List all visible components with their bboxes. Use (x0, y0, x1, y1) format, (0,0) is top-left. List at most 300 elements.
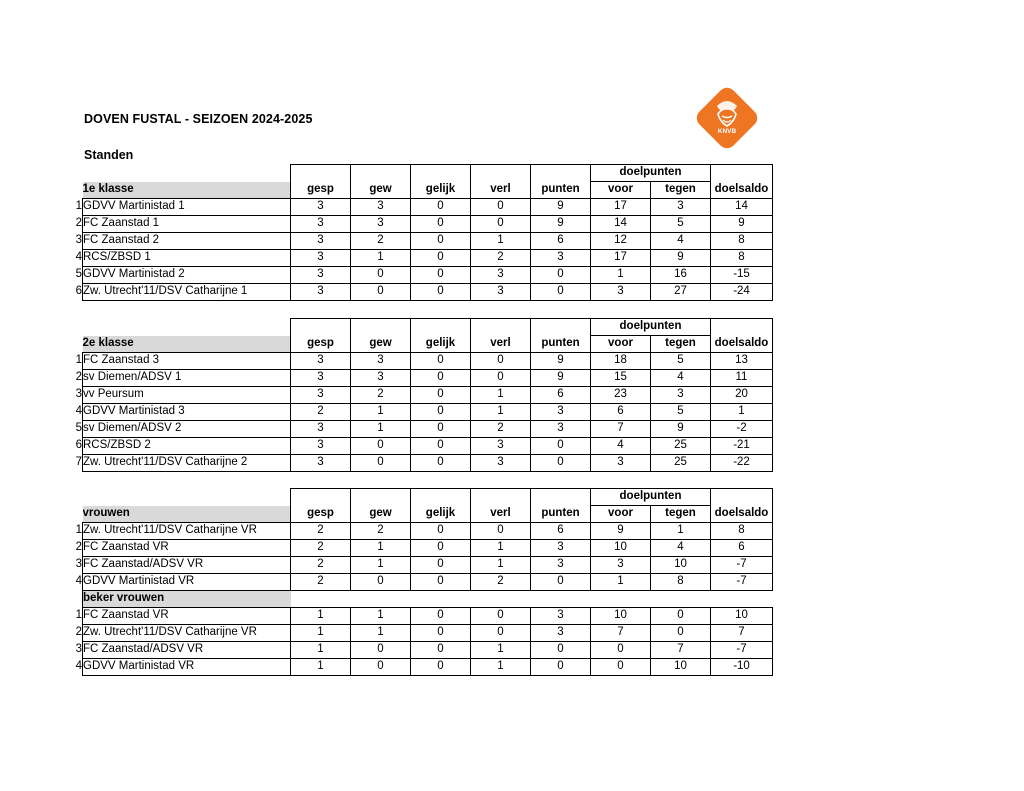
gelijk-cell: 0 (411, 540, 471, 557)
voor-cell: 17 (591, 250, 651, 267)
gew-cell: 1 (351, 404, 411, 421)
team-name-cell: GDVV Martinistad 3 (83, 404, 291, 421)
saldo-cell: 6 (711, 540, 773, 557)
column-header-row (70, 506, 773, 523)
punten-cell: 6 (531, 523, 591, 540)
team-name-cell: FC Zaanstad 3 (83, 353, 291, 370)
tegen-cell: 8 (651, 574, 711, 591)
gew-cell: 0 (351, 642, 411, 659)
table-row (70, 574, 773, 591)
class-label: 1e klasse (83, 182, 291, 199)
group-header-row (70, 165, 773, 182)
empty-header-cell (711, 489, 773, 506)
punten-cell: 3 (531, 625, 591, 642)
team-name-cell: RCS/ZBSD 1 (83, 250, 291, 267)
spacer-cell (70, 319, 83, 336)
gelijk-cell: 0 (411, 353, 471, 370)
column-header-tegen: tegen (651, 506, 711, 523)
voor-cell: 12 (591, 233, 651, 250)
table-row (70, 233, 773, 250)
gew-cell: 1 (351, 557, 411, 574)
punten-cell: 0 (531, 642, 591, 659)
gesp-cell: 3 (291, 216, 351, 233)
class-label: 2e klasse (83, 336, 291, 353)
column-header-gesp: gesp (291, 182, 351, 199)
team-name-cell: RCS/ZBSD 2 (83, 438, 291, 455)
spacer-cell (83, 489, 291, 506)
punten-cell: 0 (531, 284, 591, 301)
team-name-cell: sv Diemen/ADSV 2 (83, 421, 291, 438)
gew-cell: 1 (351, 540, 411, 557)
team-name-cell: sv Diemen/ADSV 1 (83, 370, 291, 387)
saldo-cell: 9 (711, 216, 773, 233)
position-cell: 4 (75, 405, 82, 418)
saldo-cell: -24 (711, 284, 773, 301)
table-row (70, 523, 773, 540)
gelijk-cell: 0 (411, 557, 471, 574)
column-header-gew: gew (351, 182, 411, 199)
team-name-cell: Zw. Utrecht'11/DSV Catharijne VR (83, 625, 291, 642)
column-header-gelijk: gelijk (411, 336, 471, 353)
punten-cell: 0 (531, 455, 591, 472)
voor-cell: 6 (591, 404, 651, 421)
gew-cell: 1 (351, 250, 411, 267)
column-header-tegen: tegen (651, 182, 711, 199)
verl-cell: 3 (471, 284, 531, 301)
gew-cell: 0 (351, 284, 411, 301)
saldo-cell: 1 (711, 404, 773, 421)
gelijk-cell: 0 (411, 199, 471, 216)
gelijk-cell: 0 (411, 250, 471, 267)
goals-group-header: doelpunten (591, 165, 711, 182)
standings-table-vrouwen (70, 488, 773, 676)
empty-header-cell (291, 319, 351, 336)
saldo-cell: 14 (711, 199, 773, 216)
blank-cell (591, 591, 651, 608)
position-cell: 5 (75, 422, 82, 435)
gesp-cell: 2 (291, 557, 351, 574)
gelijk-cell: 0 (411, 523, 471, 540)
team-name-cell: FC Zaanstad VR (83, 608, 291, 625)
gesp-cell: 1 (291, 625, 351, 642)
group-header-row (70, 489, 773, 506)
punten-cell: 9 (531, 199, 591, 216)
column-header-verl: verl (471, 506, 531, 523)
empty-header-cell (471, 319, 531, 336)
saldo-cell: 13 (711, 353, 773, 370)
voor-cell: 17 (591, 199, 651, 216)
blank-cell (351, 591, 411, 608)
spacer-cell (83, 165, 291, 182)
column-header-gelijk: gelijk (411, 182, 471, 199)
spacer-cell (83, 319, 291, 336)
column-header-tegen: tegen (651, 336, 711, 353)
column-header-gesp: gesp (291, 336, 351, 353)
blank-cell (291, 591, 351, 608)
column-header-doelsaldo: doelsaldo (711, 182, 773, 199)
gew-cell: 1 (351, 625, 411, 642)
spacer-cell (70, 336, 83, 353)
empty-header-cell (291, 489, 351, 506)
table-row (70, 284, 773, 301)
gelijk-cell: 0 (411, 659, 471, 676)
gelijk-cell: 0 (411, 404, 471, 421)
verl-cell: 0 (471, 199, 531, 216)
team-name-cell: vv Peursum (83, 387, 291, 404)
table-row (70, 353, 773, 370)
verl-cell: 2 (471, 421, 531, 438)
gew-cell: 3 (351, 199, 411, 216)
gesp-cell: 3 (291, 250, 351, 267)
voor-cell: 4 (591, 438, 651, 455)
position-cell: 6 (75, 285, 82, 298)
spacer-cell (70, 182, 83, 199)
gelijk-cell: 0 (411, 216, 471, 233)
table-row (70, 608, 773, 625)
gesp-cell: 2 (291, 404, 351, 421)
column-header-punten: punten (531, 506, 591, 523)
gesp-cell: 3 (291, 199, 351, 216)
saldo-cell: -21 (711, 438, 773, 455)
column-header-voor: voor (591, 182, 651, 199)
voor-cell: 7 (591, 625, 651, 642)
table-row (70, 540, 773, 557)
gew-cell: 1 (351, 421, 411, 438)
voor-cell: 3 (591, 284, 651, 301)
column-header-doelsaldo: doelsaldo (711, 336, 773, 353)
voor-cell: 1 (591, 267, 651, 284)
verl-cell: 1 (471, 387, 531, 404)
position-cell: 2 (75, 371, 82, 384)
voor-cell: 0 (591, 642, 651, 659)
tegen-cell: 27 (651, 284, 711, 301)
punten-cell: 3 (531, 421, 591, 438)
voor-cell: 14 (591, 216, 651, 233)
class-label: vrouwen (83, 506, 291, 523)
verl-cell: 0 (471, 216, 531, 233)
position-cell: 3 (75, 558, 82, 571)
standings-table-2e-klasse (70, 318, 773, 472)
punten-cell: 3 (531, 404, 591, 421)
tegen-cell: 4 (651, 540, 711, 557)
voor-cell: 15 (591, 370, 651, 387)
table-row (70, 199, 773, 216)
position-cell: 2 (75, 541, 82, 554)
tegen-cell: 5 (651, 353, 711, 370)
goals-group-header: doelpunten (591, 489, 711, 506)
gesp-cell: 2 (291, 574, 351, 591)
position-cell: 7 (75, 456, 82, 469)
punten-cell: 0 (531, 267, 591, 284)
punten-cell: 0 (531, 659, 591, 676)
page-title: DOVEN FUSTAL - SEIZOEN 2024-2025 (84, 112, 313, 126)
tegen-cell: 4 (651, 233, 711, 250)
column-header-gew: gew (351, 336, 411, 353)
gesp-cell: 3 (291, 284, 351, 301)
voor-cell: 1 (591, 574, 651, 591)
knvb-logo (693, 84, 761, 152)
verl-cell: 1 (471, 540, 531, 557)
empty-header-cell (531, 165, 591, 182)
empty-header-cell (531, 489, 591, 506)
goals-group-header: doelpunten (591, 319, 711, 336)
saldo-cell: -22 (711, 455, 773, 472)
saldo-cell: -7 (711, 574, 773, 591)
punten-cell: 9 (531, 370, 591, 387)
gelijk-cell: 0 (411, 284, 471, 301)
column-header-row (70, 182, 773, 199)
spacer-cell (70, 591, 83, 608)
position-cell: 4 (75, 251, 82, 264)
empty-header-cell (711, 319, 773, 336)
gesp-cell: 3 (291, 370, 351, 387)
empty-header-cell (711, 165, 773, 182)
sub-class-label: beker vrouwen (83, 591, 291, 608)
gelijk-cell: 0 (411, 608, 471, 625)
voor-cell: 9 (591, 523, 651, 540)
gelijk-cell: 0 (411, 455, 471, 472)
verl-cell: 0 (471, 608, 531, 625)
standings-table-1e-klasse (70, 164, 773, 301)
gesp-cell: 2 (291, 523, 351, 540)
tegen-cell: 9 (651, 250, 711, 267)
position-cell: 5 (75, 268, 82, 281)
gew-cell: 3 (351, 216, 411, 233)
gew-cell: 0 (351, 574, 411, 591)
tegen-cell: 10 (651, 557, 711, 574)
verl-cell: 0 (471, 523, 531, 540)
table-row (70, 642, 773, 659)
position-cell: 1 (75, 200, 82, 213)
verl-cell: 1 (471, 404, 531, 421)
gelijk-cell: 0 (411, 370, 471, 387)
gew-cell: 3 (351, 353, 411, 370)
section-title: Standen (84, 148, 134, 162)
saldo-cell: 7 (711, 625, 773, 642)
team-name-cell: GDVV Martinistad VR (83, 659, 291, 676)
gesp-cell: 3 (291, 387, 351, 404)
team-name-cell: FC Zaanstad 1 (83, 216, 291, 233)
saldo-cell: 20 (711, 387, 773, 404)
position-cell: 3 (75, 643, 82, 656)
punten-cell: 0 (531, 574, 591, 591)
gew-cell: 0 (351, 267, 411, 284)
tegen-cell: 5 (651, 404, 711, 421)
empty-header-cell (411, 489, 471, 506)
position-cell: 1 (75, 524, 82, 537)
voor-cell: 18 (591, 353, 651, 370)
tegen-cell: 1 (651, 523, 711, 540)
position-cell: 4 (75, 575, 82, 588)
tegen-cell: 3 (651, 199, 711, 216)
punten-cell: 3 (531, 540, 591, 557)
table-row (70, 625, 773, 642)
team-name-cell: FC Zaanstad VR (83, 540, 291, 557)
punten-cell: 3 (531, 557, 591, 574)
table-row (70, 216, 773, 233)
blank-cell (471, 591, 531, 608)
punten-cell: 6 (531, 387, 591, 404)
punten-cell: 9 (531, 353, 591, 370)
gelijk-cell: 0 (411, 267, 471, 284)
column-header-row (70, 336, 773, 353)
blank-cell (531, 591, 591, 608)
gesp-cell: 3 (291, 455, 351, 472)
blank-cell (651, 591, 711, 608)
verl-cell: 3 (471, 438, 531, 455)
verl-cell: 2 (471, 574, 531, 591)
spacer-cell (70, 165, 83, 182)
gelijk-cell: 0 (411, 421, 471, 438)
saldo-cell: 8 (711, 250, 773, 267)
saldo-cell: -7 (711, 642, 773, 659)
position-cell: 2 (75, 626, 82, 639)
punten-cell: 3 (531, 250, 591, 267)
empty-header-cell (471, 165, 531, 182)
gew-cell: 0 (351, 455, 411, 472)
saldo-cell: 8 (711, 523, 773, 540)
column-header-verl: verl (471, 182, 531, 199)
saldo-cell: 10 (711, 608, 773, 625)
empty-header-cell (531, 319, 591, 336)
table-row (70, 557, 773, 574)
gelijk-cell: 0 (411, 387, 471, 404)
tegen-cell: 4 (651, 370, 711, 387)
blank-cell (411, 591, 471, 608)
team-name-cell: FC Zaanstad 2 (83, 233, 291, 250)
voor-cell: 10 (591, 540, 651, 557)
saldo-cell: -7 (711, 557, 773, 574)
table-row (70, 267, 773, 284)
empty-header-cell (291, 165, 351, 182)
saldo-cell: -2 (711, 421, 773, 438)
position-cell: 3 (75, 388, 82, 401)
team-name-cell: FC Zaanstad/ADSV VR (83, 557, 291, 574)
voor-cell: 0 (591, 659, 651, 676)
sub-section-header-row (70, 591, 773, 608)
punten-cell: 9 (531, 216, 591, 233)
punten-cell: 3 (531, 608, 591, 625)
gew-cell: 2 (351, 523, 411, 540)
verl-cell: 1 (471, 659, 531, 676)
team-name-cell: GDVV Martinistad VR (83, 574, 291, 591)
voor-cell: 3 (591, 557, 651, 574)
table-row (70, 404, 773, 421)
tegen-cell: 25 (651, 455, 711, 472)
verl-cell: 0 (471, 625, 531, 642)
tegen-cell: 25 (651, 438, 711, 455)
position-cell: 1 (75, 354, 82, 367)
spacer-cell (70, 489, 83, 506)
gesp-cell: 3 (291, 267, 351, 284)
gesp-cell: 3 (291, 233, 351, 250)
position-cell: 3 (75, 234, 82, 247)
empty-header-cell (411, 165, 471, 182)
verl-cell: 0 (471, 353, 531, 370)
gesp-cell: 3 (291, 421, 351, 438)
position-cell: 6 (75, 439, 82, 452)
gelijk-cell: 0 (411, 438, 471, 455)
table-row (70, 438, 773, 455)
team-name-cell: Zw. Utrecht'11/DSV Catharijne VR (83, 523, 291, 540)
team-name-cell: GDVV Martinistad 2 (83, 267, 291, 284)
saldo-cell: -10 (711, 659, 773, 676)
gew-cell: 2 (351, 387, 411, 404)
tegen-cell: 10 (651, 659, 711, 676)
punten-cell: 0 (531, 438, 591, 455)
table-row (70, 370, 773, 387)
verl-cell: 2 (471, 250, 531, 267)
gesp-cell: 1 (291, 642, 351, 659)
column-header-voor: voor (591, 336, 651, 353)
empty-header-cell (351, 319, 411, 336)
column-header-gelijk: gelijk (411, 506, 471, 523)
table-row (70, 421, 773, 438)
saldo-cell: -15 (711, 267, 773, 284)
column-header-gesp: gesp (291, 506, 351, 523)
blank-cell (711, 591, 773, 608)
column-header-gew: gew (351, 506, 411, 523)
verl-cell: 1 (471, 233, 531, 250)
table-row (70, 659, 773, 676)
gesp-cell: 3 (291, 353, 351, 370)
column-header-punten: punten (531, 336, 591, 353)
gew-cell: 0 (351, 659, 411, 676)
gew-cell: 2 (351, 233, 411, 250)
position-cell: 4 (75, 660, 82, 673)
gelijk-cell: 0 (411, 625, 471, 642)
column-header-punten: punten (531, 182, 591, 199)
empty-header-cell (351, 165, 411, 182)
voor-cell: 23 (591, 387, 651, 404)
tegen-cell: 0 (651, 608, 711, 625)
team-name-cell: GDVV Martinistad 1 (83, 199, 291, 216)
tegen-cell: 0 (651, 625, 711, 642)
gesp-cell: 2 (291, 540, 351, 557)
gew-cell: 3 (351, 370, 411, 387)
empty-header-cell (471, 489, 531, 506)
saldo-cell: 11 (711, 370, 773, 387)
tegen-cell: 3 (651, 387, 711, 404)
spacer-cell (70, 506, 83, 523)
voor-cell: 3 (591, 455, 651, 472)
team-name-cell: Zw. Utrecht'11/DSV Catharijne 1 (83, 284, 291, 301)
team-name-cell: Zw. Utrecht'11/DSV Catharijne 2 (83, 455, 291, 472)
column-header-verl: verl (471, 336, 531, 353)
column-header-doelsaldo: doelsaldo (711, 506, 773, 523)
position-cell: 2 (75, 217, 82, 230)
punten-cell: 6 (531, 233, 591, 250)
column-header-voor: voor (591, 506, 651, 523)
logo-text: KNVB (717, 128, 737, 135)
verl-cell: 3 (471, 267, 531, 284)
table-row (70, 455, 773, 472)
gesp-cell: 3 (291, 438, 351, 455)
group-header-row (70, 319, 773, 336)
empty-header-cell (351, 489, 411, 506)
tegen-cell: 7 (651, 642, 711, 659)
empty-header-cell (411, 319, 471, 336)
verl-cell: 1 (471, 557, 531, 574)
table-row (70, 387, 773, 404)
voor-cell: 7 (591, 421, 651, 438)
gew-cell: 0 (351, 438, 411, 455)
verl-cell: 3 (471, 455, 531, 472)
gelijk-cell: 0 (411, 642, 471, 659)
gesp-cell: 1 (291, 659, 351, 676)
position-cell: 1 (75, 609, 82, 622)
tegen-cell: 16 (651, 267, 711, 284)
